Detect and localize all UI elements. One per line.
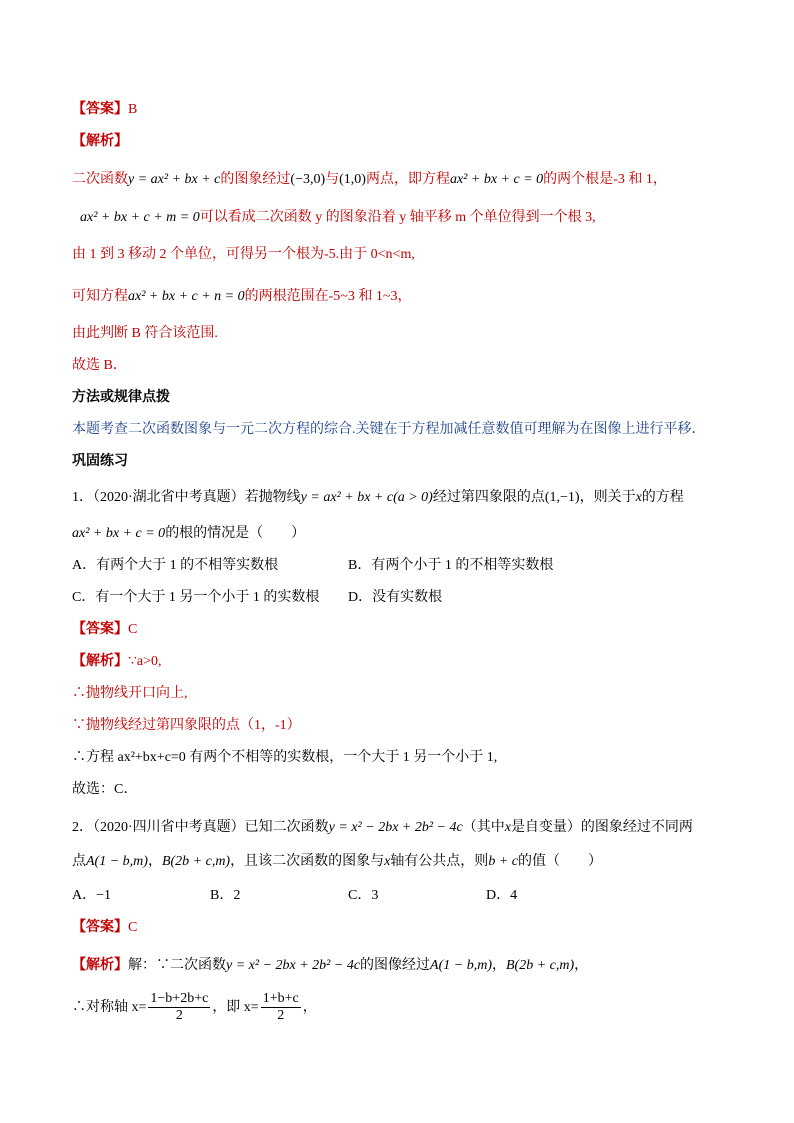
q1-stem-line-1 (72, 488, 684, 508)
text: 解：∵二次函数 (128, 958, 226, 973)
q1-analysis-4: ∴方程 ax²+bx+c=0 有两个不相等的实数根，一个大于 1 另一个小于 1, (72, 750, 498, 765)
q2-answer (72, 918, 137, 938)
equation: ax² + bx + c + n = 0 (128, 289, 245, 304)
variable: x (635, 490, 642, 505)
equation: ax² + bx + c + m = 0 (80, 210, 200, 225)
q2-option-b: B．2 (210, 888, 241, 903)
analysis-line-1 (72, 170, 667, 190)
answer-line-1 (72, 100, 137, 120)
equation: y = ax² + bx + c(a > 0) (300, 490, 433, 505)
analysis-line-3: 由 1 到 3 移动 2 个单位，可得另一个根为-5.由于 0<n<m, (72, 247, 415, 262)
q1-stem-line-2 (72, 524, 305, 544)
text: 可知方程 (72, 289, 128, 304)
point-a: A(1 − b,m) (430, 958, 492, 973)
text: 的根的情况是（ ） (165, 526, 306, 541)
text: ， (302, 1000, 317, 1015)
fraction-numerator: 1+b+c (262, 991, 299, 1007)
answer-label: 【答案】 (72, 102, 128, 117)
text: 的图象经过 (220, 172, 291, 187)
text: （其中 (462, 820, 505, 835)
method-text: 本题考查二次函数图象与一元二次方程的综合.关键在于方程加减任意数值可理解为在图像上进行平移． (72, 422, 706, 437)
text: 的两个根是-3 和 1， (543, 172, 667, 187)
q1-answer (72, 620, 137, 640)
q2-stem-line-1 (72, 818, 693, 838)
q2-analysis-2 (72, 988, 317, 1028)
q1-analysis-2: ∴抛物线开口向上, (72, 686, 188, 701)
point-b: B(2b + c,m) (505, 958, 575, 973)
text: ∴对称轴 x= (72, 1000, 147, 1015)
text: 二次函数 (72, 172, 128, 187)
equation: ax² + bx + c = 0 (72, 526, 166, 541)
fraction-denominator: 2 (175, 1008, 183, 1024)
q2-option-c: C．3 (348, 888, 379, 903)
text: 点 (72, 854, 86, 869)
q2-stem-line-2 (72, 852, 602, 872)
text: ， (574, 958, 589, 973)
q1-analysis-3: ∵抛物线经过第四象限的点（1，-1） (72, 718, 301, 733)
point: (1,−1) (544, 490, 580, 505)
analysis-label: 【解析】 (72, 134, 128, 149)
variable: x (384, 854, 391, 869)
text: ， (147, 854, 162, 869)
text: 可以看成二次函数 y 的图象沿着 y 轴平移 m 个单位得到一个根 3, (199, 210, 596, 225)
fraction-numerator: 1−b+2b+c (150, 991, 209, 1007)
text: ∵a>0, (128, 654, 162, 669)
q1-option-c: C．有一个大于 1 另一个小于 1 的实数根 (72, 590, 320, 605)
answer-value: C (128, 622, 138, 637)
fraction (261, 991, 301, 1024)
point-a: A(1 − b,m) (86, 854, 148, 869)
text: 2．（2020·四川省中考真题）已知二次函数 (72, 820, 329, 835)
q1-option-a: A．有两个大于 1 的不相等实数根 (72, 558, 279, 573)
analysis-label: 【解析】 (72, 958, 128, 973)
text: 是自变量）的图象经过不同两 (510, 820, 693, 835)
text: 1．（2020·湖北省中考真题）若抛物线 (72, 490, 301, 505)
q2-analysis-1 (72, 956, 588, 976)
method-heading: 方法或规律点拨 (72, 390, 170, 405)
answer-value: B (128, 102, 138, 117)
q1-analysis-1 (72, 652, 162, 672)
analysis-line-4 (72, 287, 411, 307)
practice-heading: 巩固练习 (72, 454, 128, 469)
text: 两点，即方程 (365, 172, 450, 187)
analysis-label: 【解析】 (72, 654, 128, 669)
text: ，且该二次函数的图象与 (230, 854, 385, 869)
answer-value: C (128, 920, 138, 935)
equation: y = ax² + bx + c (128, 172, 221, 187)
point: (1,0) (339, 172, 366, 187)
text: ，则关于 (579, 490, 636, 505)
equation: ax² + bx + c = 0 (449, 172, 544, 187)
fraction-denominator: 2 (277, 1008, 285, 1024)
analysis-line-5: 由此判断 B 符合该范围. (72, 326, 218, 341)
analysis-label-1 (72, 132, 128, 152)
text: ，即 x= (212, 1000, 259, 1015)
q2-option-d: D．4 (486, 888, 518, 903)
text: 轴有公共点，则 (390, 854, 489, 869)
text: 与 (325, 172, 340, 187)
text: 经过第四象限的点 (432, 490, 545, 505)
analysis-line-6: 故选 B． (72, 358, 127, 373)
point: (−3,0) (290, 172, 326, 187)
answer-label: 【答案】 (72, 622, 128, 637)
equation: y = x² − 2bx + 2b² − 4c (226, 958, 361, 973)
q1-analysis-5: 故选：C． (72, 782, 138, 797)
q2-option-a: A．−1 (72, 888, 112, 903)
text: 的值（ ） (517, 854, 602, 869)
text: 的图像经过 (360, 958, 431, 973)
text: ， (491, 958, 506, 973)
equation: y = x² − 2bx + 2b² − 4c (328, 820, 463, 835)
q1-option-b: B．有两个小于 1 的不相等实数根 (348, 558, 554, 573)
analysis-line-2 (80, 208, 596, 228)
variable: x (504, 820, 511, 835)
text: 的方程 (641, 490, 684, 505)
point-b: B(2b + c,m) (161, 854, 231, 869)
answer-label: 【答案】 (72, 920, 128, 935)
q1-option-d: D．没有实数根 (348, 590, 443, 605)
expression: b + c (488, 854, 518, 869)
text: 的两根范围在-5~3 和 1~3， (244, 289, 412, 304)
fraction (148, 991, 210, 1024)
